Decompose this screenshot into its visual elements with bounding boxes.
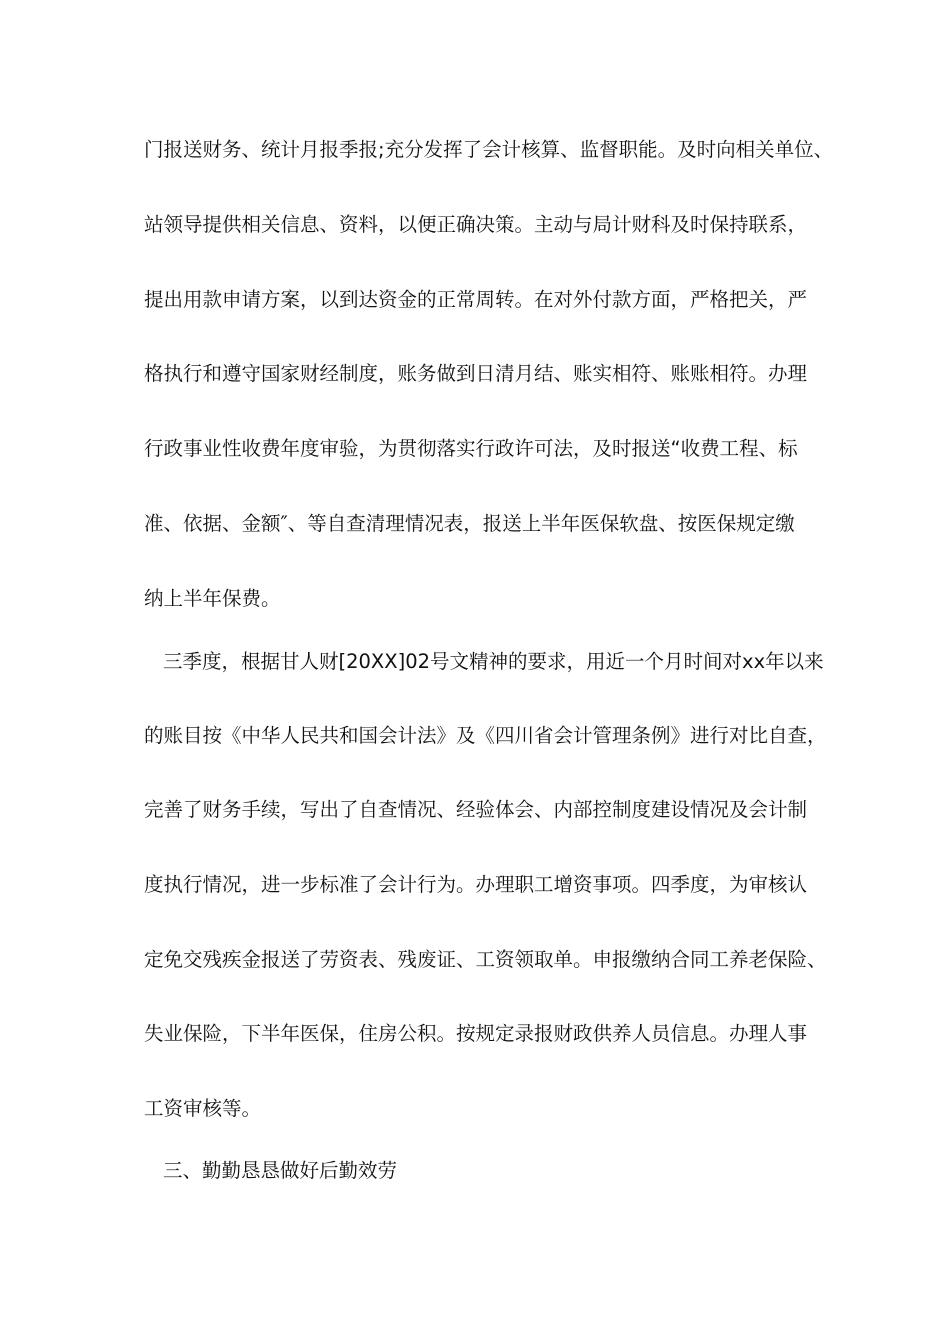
text-line: 度执行情况，进一步标准了会计行为。办理职工增资事项。四季度，为审核认 [144,873,808,896]
paragraph-first-line: 三季度，根据甘人财[20XX]02号文精神的要求，用近一个月时间对xx年以来 [163,650,824,673]
text-line: 门报送财务、统计月报季报;充分发挥了会计核算、监督职能。及时向相关单位、 [144,138,834,161]
text-line: 的账目按《中华人民共和国会计法》及《四川省会计管理条例》进行对比自查， [144,724,827,747]
text-line: 定免交残疾金报送了劳资表、残废证、工资领取单。申报缴纳合同工养老保险、 [144,948,827,971]
text-line: 行政事业性收费年度审验，为贯彻落实行政许可法，及时报送“收费工程、标 [144,437,798,460]
text-line: 工资审核等。 [144,1097,262,1120]
section-heading: 三、勤勤恳恳做好后勤效劳 [163,1159,398,1182]
text-line: 纳上半年保费。 [144,587,281,610]
text-line: 站领导提供相关信息、资料，以便正确决策。主动与局计财科及时保持联系， [144,213,808,236]
text-line: 失业保险，下半年医保，住房公积。按规定录报财政供养人员信息。办理人事 [144,1022,808,1045]
text-line: 格执行和遵守国家财经制度，账务做到日清月结、账实相符、账账相符。办理 [144,362,808,385]
text-line: 提出用款申请方案，以到达资金的正常周转。在对外付款方面，严格把关，严 [144,288,808,311]
text-line: 完善了财务手续，写出了自查情况、经验体会、内部控制度建设情况及会计制 [144,798,808,821]
text-line: 准、依据、金额″、等自查清理情况表，报送上半年医保软盘、按医保规定缴 [144,512,795,535]
